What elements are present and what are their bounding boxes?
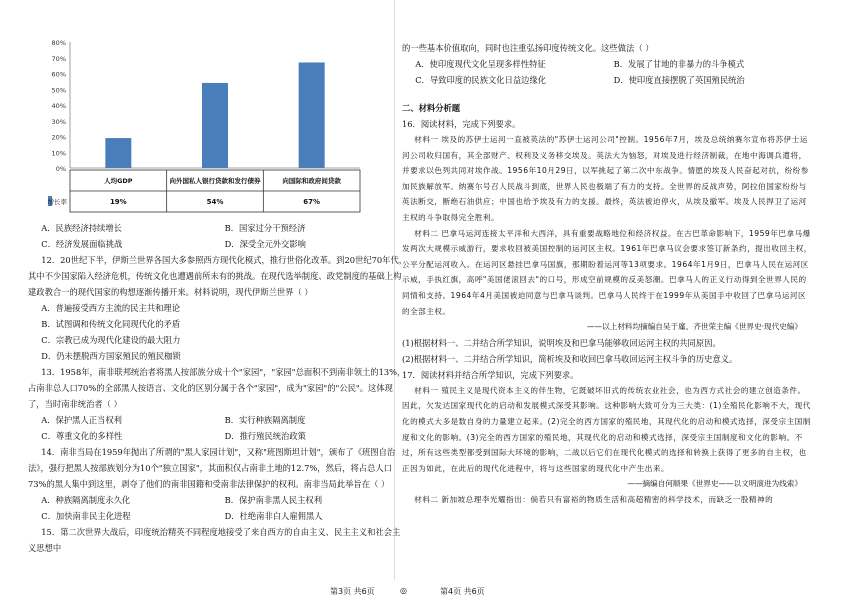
footer-page-right: 第4页 共6页 (440, 587, 485, 596)
q16-material-2: 材料二 巴拿马运河连接太平洋和大西洋，具有重要战略地位和经济权益。在古巴革命影响下，1959年巴拿马爆发两次大规模示威游行，要求收回被美国控制的运河区主权。1961年巴拿马议会要求签订新条约，提出收回主权，公平分配运河收入。在运河区悬挂巴拿马国旗，那期盼着运河等13项要求。1964年1月9日，巴拿马人民在运河区示威，手执红旗，高呼"美国佬滚回去"的口号，形成空前规模的反美怒潮。巴拿马人的正义行动得到全世界人民的同情和支持。1964年4月美国被迫同意与巴拿马谈判。巴拿马人民终于在1999年从美国手中收回了巴拿马运河区的全部主权。 (402, 228, 812, 316)
q15-option-b[interactable]: B．发展了甘地的非暴力的斗争模式 (613, 59, 745, 69)
bar (202, 83, 228, 168)
q17-source: ——摘编自何顺果《世界史——以文明演进为线索》 (627, 479, 802, 489)
legend-label: 增长率 (47, 198, 67, 206)
q13-option-c[interactable]: C．尊重文化的多样性 (41, 431, 123, 441)
q15-options (402, 56, 812, 88)
q15-stem: 15．第二次世界大战后，印度统治精英不同程度地接受了来自西方的自由主义、民主主义和社会主义思想中 (28, 527, 401, 553)
y-tick-label: 50% (51, 86, 66, 95)
y-tick-label: 0% (55, 165, 66, 173)
q12-option-a[interactable]: A．普遍接受西方主流的民主共和理论 (41, 303, 181, 313)
value-cell: 19% (109, 198, 127, 206)
q17-material-1: 材料一 殖民主义是现代资本主义的伴生物，它既破坏旧式的传统农业社会，也为西方式社会的建立创造条件。因此，欠发达国家现代化的启动和发展模式深受其影响。这种影响大致可分为三大类：(1)全殖民化影响不大，现代化的模式大多是数自身的力量建立起来。(2)完全的西方国家的殖民地，其现代化的启动和模式选择，深受宗主国制度和文化的影响。(3)完全的西方国家的殖民地，其现代化的启动和模式选择，深受宗主国制度和文化的影响。不过，所有这些类型都受到国际大环境的影响，二战以后它们在现代化模式的选择和转换上获得了更多的自主权，也正因为如此，在此后的现代化进程中，将与这些国家的现代化中产生出来。 (402, 385, 811, 473)
q16-requirement-2: (2)根据材料一、二并结合所学知识，简析埃及和收回巴拿马收回运河主权斗争的历史意义。 (402, 353, 738, 364)
q12-option-c[interactable]: C．宗教已成为现代化建设的最大阻力 (41, 335, 181, 345)
q17-intro: 17．阅读材料并结合所学知识，完成下列要求。 (402, 369, 579, 380)
bar (299, 62, 325, 168)
q14-option-d[interactable]: D．杜绝南非白人雇佣黑人 (224, 511, 323, 521)
bar (105, 138, 131, 168)
q16-requirement-1: (1)根据材料一、二并结合所学知识，说明埃及和巴拿马能够收回运河主权的共同原因。 (402, 337, 721, 348)
q13-option-d[interactable]: D．推行殖民统治政策 (224, 431, 306, 441)
q11-option-b[interactable]: B．国家过分干预经济 (224, 223, 306, 233)
q15-option-a[interactable]: A．使印度现代文化呈现多样性特征 (415, 59, 546, 69)
q13-options (28, 412, 408, 444)
footer-page-left: 第3页 共6页 (330, 587, 375, 596)
q13-option-a[interactable]: A．保护黑人正当权利 (41, 415, 122, 425)
y-tick-label: 60% (51, 70, 66, 79)
q11-options (28, 220, 408, 252)
right-page (402, 40, 812, 507)
q11-option-a[interactable]: A．民族经济持续增长 (41, 223, 122, 233)
y-tick-label: 80% (51, 39, 66, 47)
q15-stem-continued: 的一些基本价值取向，同时也注重弘扬印度传统文化。这些做法（ ） (402, 43, 654, 53)
q11-option-c[interactable]: C．经济发展面临挑战 (41, 239, 123, 249)
q14-option-a[interactable]: A．种族隔离制度永久化 (41, 495, 131, 505)
value-cell: 54% (206, 198, 224, 206)
q13-option-b[interactable]: B．实行种族隔离制度 (224, 415, 306, 425)
q15-option-c[interactable]: C．导致印度的民族文化日益边缘化 (415, 75, 547, 85)
q13-stem: 13．1958年，南非联邦统治者将黑人按部族分成十个"家园"，"家园"总面积不到南非领土的13%，占南非总人口70%的全部黑人按语言、文化的区别分属于各个"家园"，成为"家园"的"公民"。这体现了，当时南非统治者（ ） (28, 367, 406, 409)
bar-chart (42, 36, 372, 214)
q14-stem: 14．南非当局在1959年抛出了所谓的"黑人家园计划"，又称"班图斯坦计划"，颁布了《班图自治法》，强行把黑人按部族划分为10个"独立国家"，其面积仅占南非土地的12.7%，然后，将占总人口73%的黑人集中到这里，剥夺了他们的南非国籍和受南非法律保护的权利。南非当局此举旨在（ ） (28, 447, 396, 489)
section-title: 二、材料分析题 (402, 103, 461, 113)
value-cell: 67% (303, 198, 321, 206)
q17-material-2: 材料二 新加坡总理李光耀指出：倘若只有富裕的物质生活和高超精密的科学技术，而缺乏一股精神的 (414, 494, 774, 504)
y-tick-label: 20% (51, 133, 66, 142)
q12-stem: 12．20世纪下半，伊斯兰世界各国大多参照西方现代化模式，推行世俗化改革。到20世纪70年代，其中不少国家陷入经济危机，传统文化也遭遇前所未有的挑战。在现代选举制度、政党制度的基础上构建政教合一的现代国家的构想逐渐传播开来。材料说明，现代伊斯兰世界（ ） (28, 255, 408, 297)
q11-option-d[interactable]: D．深受全元外交影响 (224, 239, 306, 249)
q12-options (28, 300, 408, 364)
left-page (28, 0, 408, 556)
q14-options (28, 492, 408, 524)
q12-option-b[interactable]: B．试图调和传统文化同现代化的矛盾 (41, 319, 181, 329)
q16-intro: 16．阅读材料，完成下列要求。 (402, 119, 521, 129)
footer-binding-mark: ◎ (400, 586, 407, 595)
category-label: 向国际和政府间贷款 (282, 177, 341, 185)
chart-svg (42, 36, 372, 214)
y-tick-label: 10% (51, 149, 66, 158)
q14-option-c[interactable]: C．加快南非民主化进程 (41, 511, 131, 521)
q16-material-1: 材料一 埃及的苏伊士运河一直被英法的"苏伊士运河公司"控制。1956年7月，埃及总统纳赛尔宣布将苏伊士运河公司收归国有，其全部财产、权利及义务移交埃及。英法大为恼怒，对埃及进行经济制裁，在地中海调兵遣将，并要求以色列共同对埃作战。1956年10月29日，以军挑起了第二次中东战争。情愿的埃及人民奋起对抗，纷纷参加民族解放军。纳赛尔号召人民战斗到底，世界人民也极端了有力的支持。全世界的反战声势，阿拉伯国家纷纷与英法断交，断绝石油供应；中国也给予埃及有力的支援。最终，英法被迫停火，从埃及撤军。埃及人民捍卫了运河主权的斗争取得完全胜利。 (402, 135, 809, 222)
q16-source: ——以上材料均摘编自吴于廑、齐世荣主编《世界史·现代史编》 (586, 322, 802, 332)
category-label: 人均GDP (104, 177, 133, 185)
q14-option-b[interactable]: B．保护南非黑人民主权利 (224, 495, 322, 505)
y-tick-label: 70% (51, 54, 66, 63)
q15-option-d[interactable]: D．使印度直接摆脱了英国殖民统治 (613, 75, 745, 85)
q12-option-d[interactable]: D．仍未摆脱西方国家殖民的殖民枷锁 (41, 351, 181, 361)
category-label: 向外国私人银行贷款和发行债券 (169, 177, 261, 185)
y-tick-label: 30% (51, 117, 66, 126)
y-tick-label: 40% (51, 102, 66, 110)
